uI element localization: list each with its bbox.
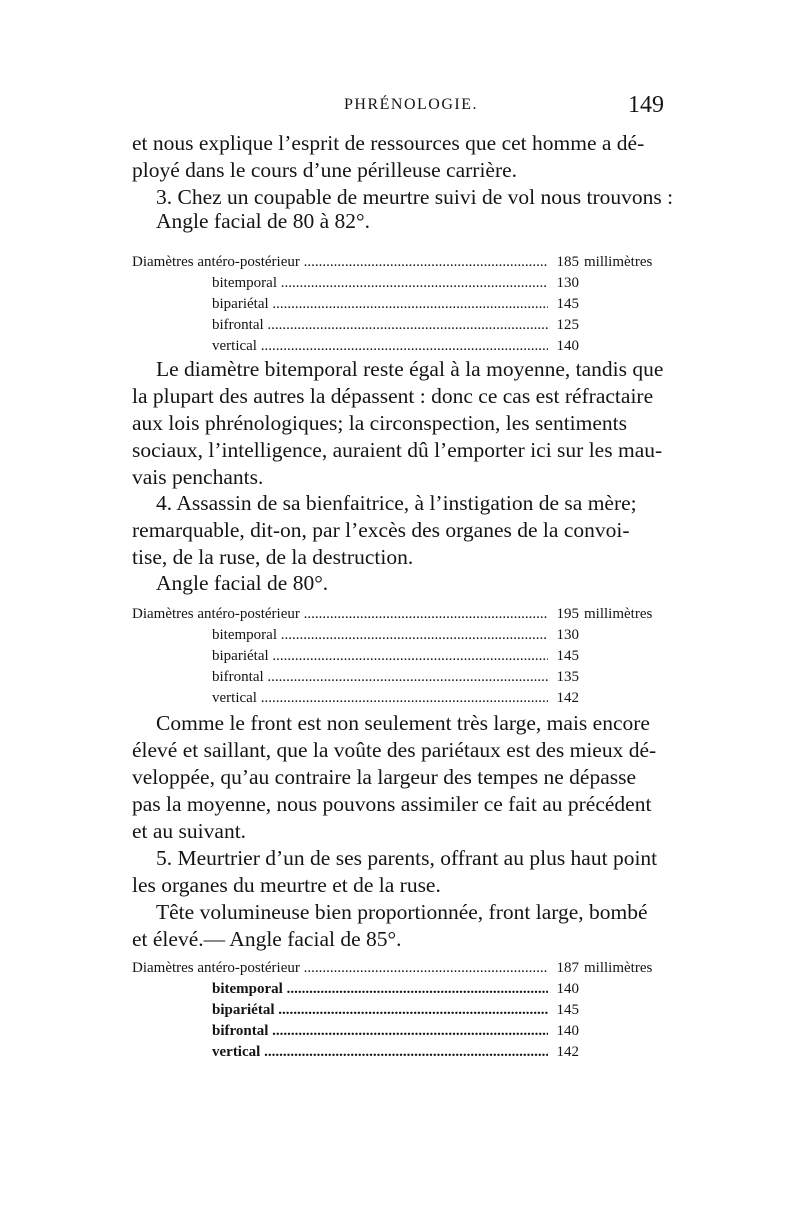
text-line: aux lois phrénologiques; la circonspection, les sentiments [132,411,627,435]
paragraph-commentary-4 [132,710,668,845]
case-5-intro [132,845,668,899]
row-label: vertical ..... [212,1042,548,1063]
text-line: élevé et saillant, que la voûte des pariétaux est des mieux dé- [132,738,657,762]
row-label: bitemporal ..... [212,979,548,1000]
table-row [132,688,672,709]
table-row [132,273,672,294]
table-row [132,646,672,667]
row-label: bipariétal ..... [212,294,548,315]
row-value: 130 [553,625,579,646]
row-label: Diamètres antéro-postérieur ..... [132,252,548,273]
table-row [132,252,672,273]
row-label: bipariétal ..... [212,646,548,667]
text-line: veloppée, qu’au contraire la largeur des tempes ne dépasse [132,765,637,789]
text-line: et au suivant. [132,819,247,843]
measurement-table-1 [132,252,672,357]
text-line: 5. Meurtrier d’un de ses parents, offrant au plus haut point [156,846,658,870]
row-unit: millimètres [584,960,653,976]
table-row [132,979,672,1000]
row-value: 142 [553,688,579,709]
text-line: sociaux, l’intelligence, auraient dû l’emporter ici sur les mau- [132,438,663,462]
facial-angle-case-4: Angle facial de 80°. [156,571,329,595]
row-label: bifrontal ..... [212,1021,548,1042]
table-row [132,315,672,336]
running-title: PHRÉNOLOGIE. [344,96,478,113]
row-value: 185 [553,252,579,273]
table-row [132,1021,672,1042]
paragraph-1 [132,130,668,184]
facial-angle-case-3: Angle facial de 80 à 82°. [156,209,370,233]
table-row [132,294,672,315]
table-row [132,1042,672,1063]
row-label: vertical ..... [212,336,548,357]
text-line: 4. Assassin de sa bienfaitrice, à l’instigation de sa mère; [156,491,637,515]
row-value: 142 [553,1042,579,1063]
row-label: Diamètres antéro-postérieur ..... [132,958,548,979]
text-line: la plupart des autres la dépassent : donc ce cas est réfractaire [132,384,654,408]
row-value: 140 [553,336,579,357]
text-line: Le diamètre bitemporal reste égal à la moyenne, tandis que [156,357,664,381]
table-row [132,336,672,357]
text-line: vais penchants. [132,465,264,489]
row-label: bifrontal ..... [212,315,548,336]
row-label: bitemporal ..... [212,625,548,646]
text-line: Comme le front est non seulement très large, mais encore [156,711,650,735]
table-row [132,625,672,646]
paragraph-commentary-3 [132,356,668,491]
row-label: Diamètres antéro-postérieur ..... [132,604,548,625]
row-value: 187 [553,958,579,979]
row-unit: millimètres [584,254,653,270]
row-value: 130 [553,273,579,294]
case-3-intro [132,184,674,211]
text-line: remarquable, dit-on, par l’excès des organes de la convoi- [132,518,630,542]
case-4-intro [132,490,668,571]
row-value: 145 [553,294,579,315]
measurement-table-2 [132,604,672,709]
row-label: bifrontal ..... [212,667,548,688]
row-value: 140 [553,1021,579,1042]
row-label: bitemporal ..... [212,273,548,294]
table-row [132,667,672,688]
page-header [132,92,668,122]
row-value: 195 [553,604,579,625]
text-line: les organes du meurtre et de la ruse. [132,873,441,897]
row-value: 125 [553,315,579,336]
table-row [132,1000,672,1021]
table-row [132,958,672,979]
row-unit: millimètres [584,606,653,622]
row-label: vertical ..... [212,688,548,709]
row-value: 140 [553,979,579,1000]
text-line: 3. Chez un coupable de meurtre suivi de vol nous trouvons : [156,185,674,209]
text-line: tise, de la ruse, de la destruction. [132,545,414,569]
row-value: 145 [553,646,579,667]
text-line: et élevé.— Angle facial de 85°. [132,927,402,951]
table-row [132,604,672,625]
row-value: 145 [553,1000,579,1021]
paragraph-case-5-description [132,899,668,953]
text-line: et nous explique l’esprit de ressources que cet homme a dé- [132,131,645,155]
row-value: 135 [553,667,579,688]
text-line: pas la moyenne, nous pouvons assimiler ce fait au précédent [132,792,652,816]
row-label: bipariétal ..... [212,1000,548,1021]
text-line: ployé dans le cours d’une périlleuse carrière. [132,158,518,182]
page-number: 149 [628,92,664,118]
text-line: Tête volumineuse bien proportionnée, front large, bombé [156,900,648,924]
measurement-table-3 [132,958,672,1063]
